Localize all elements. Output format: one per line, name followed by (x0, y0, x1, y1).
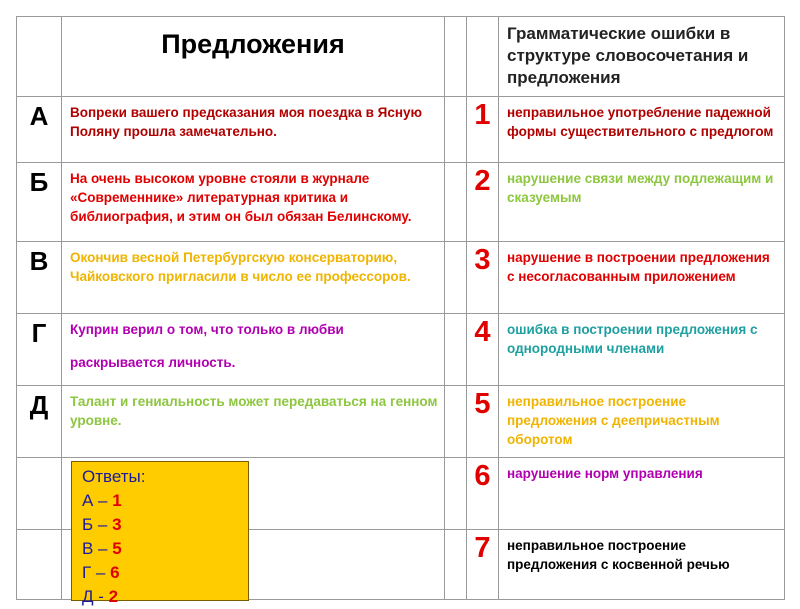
row-number: 6 (467, 458, 499, 530)
answer-letter: Г – (82, 563, 106, 582)
spacer-cell (445, 242, 467, 314)
row-number: 5 (467, 386, 499, 458)
answer-item (82, 489, 248, 513)
row-letter: Г (17, 314, 62, 386)
row-letter: Б (17, 163, 62, 242)
row-letter: А (17, 97, 62, 163)
answer-value: 1 (112, 491, 122, 510)
row-error: нарушение связи между подлежащим и сказуемым (499, 163, 785, 242)
answer-item (82, 585, 248, 609)
row-letter: В (17, 242, 62, 314)
answers-title: Ответы: (82, 467, 146, 486)
table-row (17, 242, 785, 314)
header-number-cell (467, 17, 499, 97)
spacer-cell (445, 163, 467, 242)
row-error: неправильное употребление падежной формы существительного с предлогом (499, 97, 785, 163)
row-error: нарушение в построении предложения с несогласованным приложением (499, 242, 785, 314)
answer-letter: Д - (82, 587, 104, 606)
row-error: нарушение норм управления (499, 458, 785, 530)
row-number: 1 (467, 97, 499, 163)
table-row (17, 163, 785, 242)
row-number: 3 (467, 242, 499, 314)
answer-letter: А – (82, 491, 108, 510)
table-row (17, 314, 785, 386)
answer-item (82, 513, 248, 537)
row-sentence: Окончив весной Петербургскую консерваторию, Чайковского пригласили в число ее профессоров. (62, 242, 445, 314)
row-sentence: На очень высоком уровне стояли в журнале «Современнике» литературная критика и библиография, и этим он был обязан Белинскому. (62, 163, 445, 242)
answer-value: 5 (112, 539, 122, 558)
answer-value: 6 (110, 563, 120, 582)
spacer-cell (445, 458, 467, 530)
answer-item (82, 561, 248, 585)
answer-value: 2 (108, 587, 119, 606)
header-errors: Грамматические ошибки в структуре словосочетания и предложения (499, 17, 785, 97)
table-row (17, 386, 785, 458)
answer-letter: В – (82, 539, 108, 558)
row-number: 4 (467, 314, 499, 386)
row-sentence: Талант и гениальность может передаваться на генном уровне. (62, 386, 445, 458)
row-letter (17, 458, 62, 530)
sentence-part-1: Куприн верил о том, что только в любви (70, 322, 344, 337)
answer-item (82, 537, 248, 561)
answers-box (71, 461, 249, 606)
sentence-part-2: раскрывается личность. (70, 355, 236, 370)
spacer-cell (445, 386, 467, 458)
header-corner-cell (17, 17, 62, 97)
spacer-cell (445, 97, 467, 163)
header-sentences: Предложения (62, 17, 445, 97)
spacer-cell (445, 314, 467, 386)
row-letter: Д (17, 386, 62, 458)
row-number: 2 (467, 163, 499, 242)
row-error: неправильное построение предложения с косвенной речью (499, 530, 785, 600)
header-spacer-cell (445, 17, 467, 97)
row-number: 7 (467, 530, 499, 600)
spacer-cell (445, 530, 467, 600)
row-letter (17, 530, 62, 600)
answer-letter: Б – (82, 515, 108, 534)
header-row (17, 17, 785, 97)
row-sentence (62, 314, 445, 386)
row-sentence: Вопреки вашего предсказания моя поездка в Ясную Поляну прошла замечательно. (62, 97, 445, 163)
table-row (17, 97, 785, 163)
row-error: неправильное построение предложения с деепричастным оборотом (499, 386, 785, 458)
answer-value: 3 (112, 515, 122, 534)
row-error: ошибка в построении предложения с однородными членами (499, 314, 785, 386)
